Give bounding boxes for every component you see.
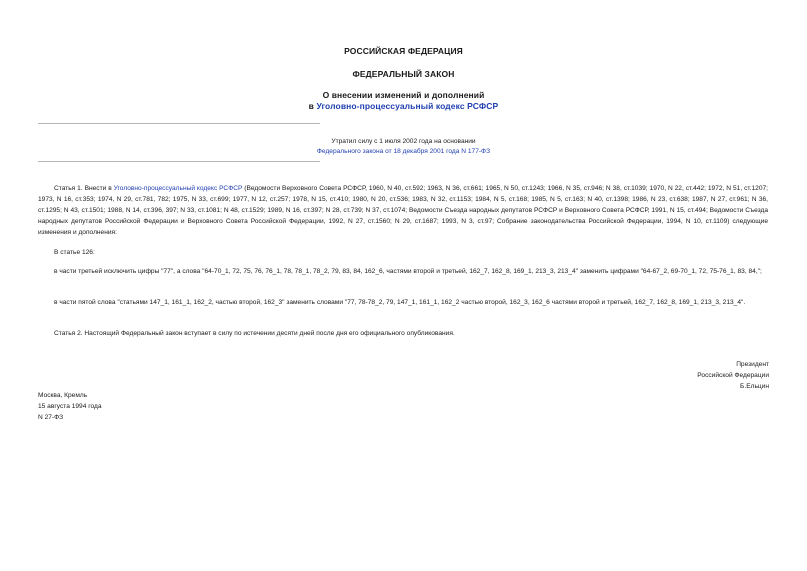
divider-top	[38, 123, 320, 124]
signature-title: Президент	[736, 361, 769, 368]
signature-name: Б.Ельцин	[740, 383, 769, 390]
repeal-note-line2	[0, 147, 807, 156]
code-link-title[interactable]: Уголовно-процессуальный кодекс РСФСР	[316, 101, 499, 111]
part-five-amendment: в части пятой слова "статьями 147_1, 161_1, 162_2, частью второй, 162_3" заменить словами "77, 78-78_2, 79, 147_1, 161_1, 162_2 частью второй, 162_3, 162_6 частями второй и третьей, 162_7, 162_8, 169_1, 213_3, 213_4".	[54, 299, 746, 306]
article-1-paragraph	[38, 183, 768, 238]
article-126-intro: В статье 126:	[54, 249, 95, 256]
law-title-line2	[0, 101, 807, 111]
country-heading: РОССИЙСКАЯ ФЕДЕРАЦИЯ	[344, 46, 463, 56]
repeal-law-link[interactable]: Федерального закона от 18 декабря 2001 года N 177-ФЗ	[316, 148, 491, 155]
footer-place: Москва, Кремль	[38, 392, 88, 399]
law-title-prefix: в	[308, 101, 317, 111]
code-link-article1[interactable]: Уголовно-процессуальный кодекс РСФСР	[113, 185, 243, 192]
law-title-line1: О внесении изменений и дополнений	[322, 90, 485, 100]
footer-date: 15 августа 1994 года	[38, 403, 102, 410]
article-1-text: (Ведомости Верховного Совета РСФСР, 1960, N 40, ст.592; 1963, N 36, ст.661; 1965, N 50, ст.1243; 1966, N 35, ст.946; N 38, ст.1039; 1970, N 22, ст.442; 1972, N 51, ст.1207; 1973, N 16, ст.353; 1974, N 29, ст.781, 782; 1975, N 33, ст.699; 1977, N 12, ст.257; 1978, N 15, ст.410; 1980, N 20, ст.536; 1983, N 32, ст.1153; 1984, N 5, ст.168; 1985, N 5, ст.163; N 40, ст.1398; 1986, N 23, ст.638; 1987, N 27, ст.961; N 36, ст.1295; N 43, ст.1501; 1988, N 14, ст.396, 397; N 33, ст.1081; N 48, ст.1529; 1989, N 16, ст.397; N 28, ст.739; N 37, ст.1074; Ведомости Съезда народных депутатов РСФСР и Верховного Совета РСФСР, 1991, N 15, ст.494; Ведомости Съезда народных депутатов Российской Федерации и Верховного Совета Российской Федерации, 1992, N 27, ст.1560; N 29, ст.1687; 1993, N 3, ст.97; Собрание законодательства Российской Федерации, 1994, N 10, ст.1109) следующие изменения и дополнения:	[38, 185, 768, 236]
signature-block	[697, 359, 769, 392]
law-type-heading: ФЕДЕРАЛЬНЫЙ ЗАКОН	[352, 69, 455, 79]
part-three-amendment: в части третьей исключить цифры "77", а слова "64-70_1, 72, 75, 76, 76_1, 78, 78_1, 78_2, 79, 83, 84, 162_6, частями второй и третьей, 162_7, 162_8, 169_1, 213_3, 213_4" заменить цифрами "64-67_2, 69-70_1, 72, 75-76_1, 83, 84,";	[54, 268, 762, 275]
footer-block	[38, 390, 102, 423]
article-1-prefix: Статья 1. Внести в	[54, 185, 114, 192]
article-2-paragraph: Статья 2. Настоящий Федеральный закон вступает в силу по истечении десяти дней после дня его официального опубликования.	[54, 330, 455, 337]
repeal-note-line1: Утратил силу с 1 июля 2002 года на основании	[331, 138, 476, 145]
footer-number: N 27-ФЗ	[38, 414, 64, 421]
signature-country: Российской Федерации	[697, 372, 769, 379]
divider-bottom	[38, 161, 320, 162]
